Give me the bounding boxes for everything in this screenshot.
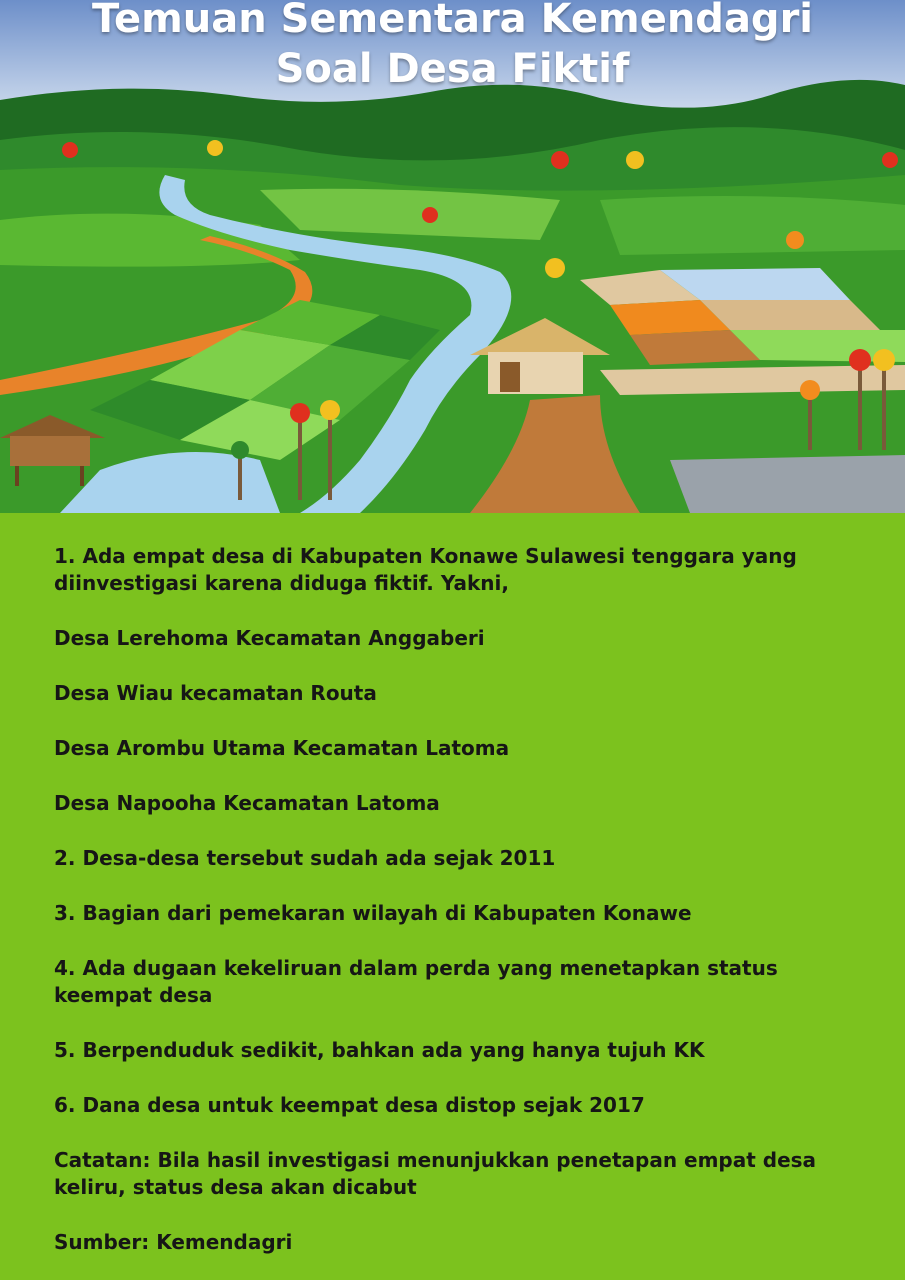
mud-field bbox=[670, 455, 905, 513]
title-line-2: Soal Desa Fiktif bbox=[275, 46, 630, 92]
title-line-1: Temuan Sementara Kemendagri bbox=[91, 0, 814, 42]
village-lerehoma: Desa Lerehoma Kecamatan Anggaberi bbox=[54, 626, 485, 650]
content-panel bbox=[0, 513, 905, 1280]
village-arombu-utama: Desa Arombu Utama Kecamatan Latoma bbox=[54, 736, 510, 760]
item-2: 2. Desa-desa tersebut sudah ada sejak 2011 bbox=[54, 846, 556, 870]
source: Sumber: Kemendagri bbox=[54, 1230, 293, 1254]
item-6: 6. Dana desa untuk keempat desa distop sejak 2017 bbox=[54, 1093, 645, 1117]
item-4: 4. Ada dugaan kekeliruan dalam perda yang menetapkan status keempat desa bbox=[54, 956, 778, 1007]
village-napooha: Desa Napooha Kecamatan Latoma bbox=[54, 791, 440, 815]
content-text bbox=[54, 543, 854, 1280]
page-title bbox=[0, 0, 905, 94]
note: Catatan: Bila hasil investigasi menunjukkan penetapan empat desa keliru, status desa akan dicabut bbox=[54, 1148, 817, 1199]
village-wiau: Desa Wiau kecamatan Routa bbox=[54, 681, 377, 705]
item-1: 1. Ada empat desa di Kabupaten Konawe Sulawesi tenggara yang diinvestigasi karena diduga fiktif. Yakni, bbox=[54, 544, 797, 595]
item-5: 5. Berpenduduk sedikit, bahkan ada yang hanya tujuh KK bbox=[54, 1038, 705, 1062]
item-3: 3. Bagian dari pemekaran wilayah di Kabupaten Konawe bbox=[54, 901, 692, 925]
header-illustration bbox=[0, 0, 905, 513]
